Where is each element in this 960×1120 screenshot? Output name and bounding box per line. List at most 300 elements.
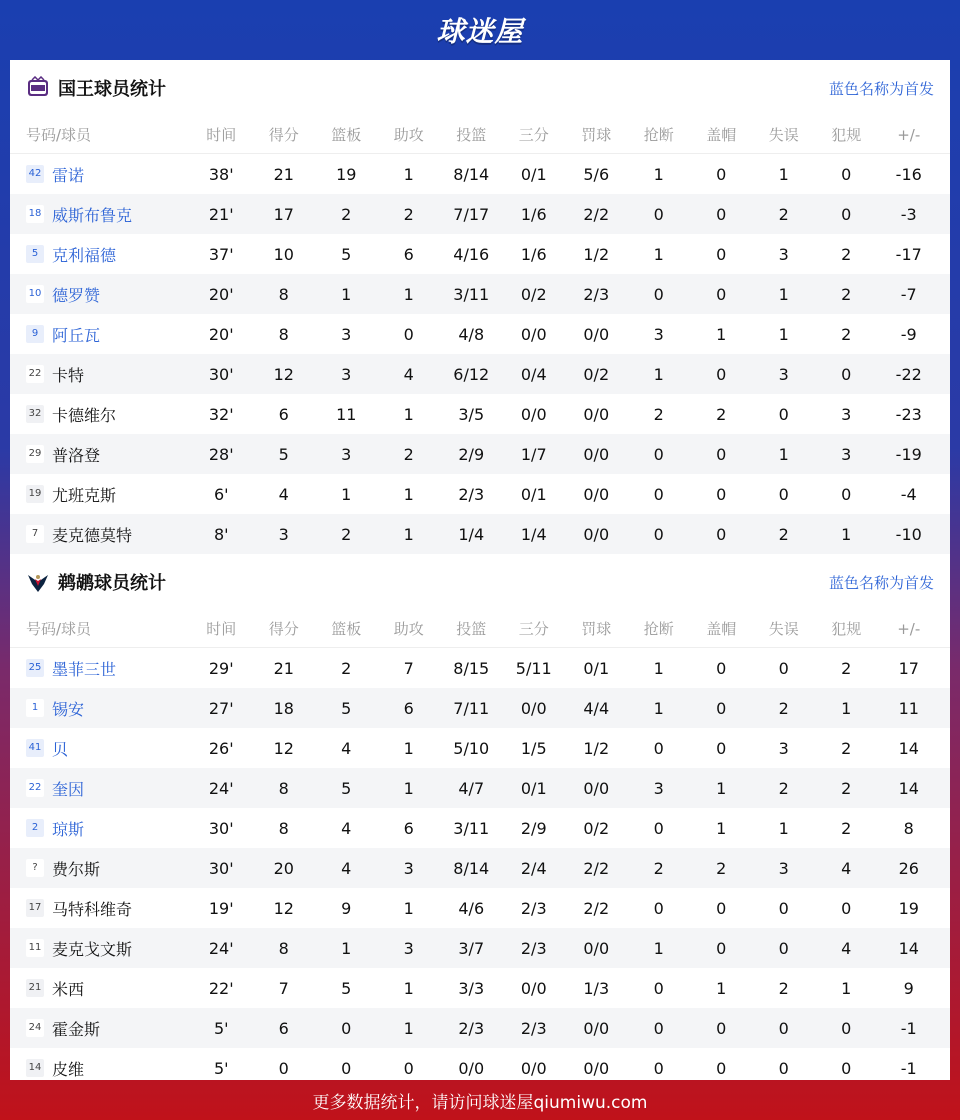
player-name[interactable]: 马特科维奇	[52, 899, 133, 919]
table-row[interactable]	[10, 1008, 950, 1048]
column-header[interactable]: 篮板	[331, 620, 362, 638]
stat-cell: 2	[841, 284, 852, 304]
stat-cell: 0	[716, 284, 727, 304]
stat-cell: 5	[341, 778, 352, 798]
stat-cell: 2	[341, 204, 352, 224]
stat-cell: 0/0	[520, 324, 547, 344]
stat-cell: 2/4	[520, 858, 547, 878]
player-name[interactable]: 尤班克斯	[52, 485, 117, 505]
stat-cell: 37'	[208, 244, 234, 264]
stat-cell: -1	[900, 1018, 917, 1038]
stat-cell: 1	[778, 324, 789, 344]
jersey-number: 42	[26, 165, 44, 183]
stat-cell: 19'	[208, 898, 234, 918]
player-name[interactable]: 麦克戈文斯	[52, 939, 133, 959]
stat-cell: 3/11	[453, 284, 490, 304]
player-name[interactable]: 阿丘瓦	[52, 325, 101, 345]
table-row[interactable]	[10, 768, 950, 808]
team-section-0	[10, 60, 950, 554]
table-row[interactable]	[10, 728, 950, 768]
stat-cell: 4/7	[458, 778, 485, 798]
stat-cell: 4	[278, 484, 289, 504]
stat-cell: 0	[716, 1058, 727, 1078]
player-name[interactable]: 琼斯	[52, 819, 85, 839]
column-header[interactable]: 三分	[518, 126, 549, 144]
stat-cell: 0	[716, 1018, 727, 1038]
jersey-number: 18	[26, 205, 44, 223]
player-name[interactable]: 米西	[52, 979, 85, 999]
table-row[interactable]	[10, 848, 950, 888]
stat-cell: 0/2	[583, 364, 610, 384]
player-name[interactable]: 普洛登	[52, 445, 101, 465]
stat-cell: 6	[403, 818, 414, 838]
section-title-wrap	[26, 75, 166, 101]
column-header[interactable]: 投篮	[456, 126, 487, 144]
stat-cell: 8	[278, 324, 289, 344]
stat-cell: -22	[895, 364, 922, 384]
column-header[interactable]: 盖帽	[706, 126, 737, 144]
player-cell	[10, 1017, 190, 1040]
stat-cell: 3	[778, 244, 789, 264]
stat-cell: 0	[841, 1018, 852, 1038]
table-row[interactable]	[10, 648, 950, 688]
table-row[interactable]	[10, 274, 950, 314]
stat-cell: 0	[841, 364, 852, 384]
column-header[interactable]: 得分	[268, 620, 299, 638]
stat-cell: 22'	[208, 978, 234, 998]
stat-cell: 8	[903, 818, 914, 838]
column-header[interactable]: 抢断	[643, 620, 674, 638]
stat-cell: 8	[278, 818, 289, 838]
stat-cell: 5/10	[453, 738, 490, 758]
stat-cell: 0	[716, 524, 727, 544]
stat-cell: 0	[716, 738, 727, 758]
stat-cell: 0	[653, 818, 664, 838]
stat-cell: 30'	[208, 364, 234, 384]
column-header[interactable]: 号码/球员	[26, 126, 92, 144]
jersey-number: 19	[26, 485, 44, 503]
stat-cell: 0/0	[583, 444, 610, 464]
stat-cell: 10	[273, 244, 294, 264]
table-row[interactable]	[10, 354, 950, 394]
jersey-number: 24	[26, 1019, 44, 1037]
stat-cell: 6	[403, 244, 414, 264]
stat-cell: 20'	[208, 284, 234, 304]
stat-cell: 6	[278, 1018, 289, 1038]
table-row[interactable]	[10, 968, 950, 1008]
stat-cell: 0	[653, 444, 664, 464]
stat-cell: 6	[278, 404, 289, 424]
stat-cell: 0	[716, 364, 727, 384]
stats-card	[10, 60, 950, 1080]
stat-cell: 0	[341, 1058, 352, 1078]
stat-cell: 1	[841, 978, 852, 998]
table-row[interactable]	[10, 688, 950, 728]
stat-cell: 38'	[208, 164, 234, 184]
column-header[interactable]: 犯规	[831, 620, 862, 638]
stat-cell: 1	[778, 164, 789, 184]
stat-cell: 0	[653, 524, 664, 544]
column-header[interactable]: 犯规	[831, 126, 862, 144]
player-name[interactable]: 麦克德莫特	[52, 525, 133, 545]
stat-cell: 2	[778, 698, 789, 718]
table-row[interactable]	[10, 154, 950, 194]
stat-cell: 32'	[208, 404, 234, 424]
table-header-row	[10, 116, 950, 154]
column-header[interactable]: 抢断	[643, 126, 674, 144]
section-header	[10, 60, 950, 116]
stat-cell: 14	[898, 738, 919, 758]
stat-cell: 2	[653, 404, 664, 424]
player-name[interactable]: 皮维	[52, 1059, 85, 1079]
stat-cell: 3	[403, 938, 414, 958]
column-header[interactable]: 助攻	[393, 620, 424, 638]
stat-cell: 1	[716, 818, 727, 838]
table-row[interactable]	[10, 928, 950, 968]
column-header[interactable]: 失误	[768, 620, 799, 638]
stat-cell: 0	[716, 204, 727, 224]
jersey-number: 29	[26, 445, 44, 463]
jersey-number: 9	[26, 325, 44, 343]
stat-cell: 7	[403, 658, 414, 678]
stat-cell: 0/0	[583, 524, 610, 544]
stat-cell: 2	[778, 524, 789, 544]
section-header	[10, 554, 950, 610]
stat-cell: 4	[341, 858, 352, 878]
stat-cell: 0/0	[583, 324, 610, 344]
stat-cell: 1	[653, 364, 664, 384]
stat-cell: 2/9	[520, 818, 547, 838]
stat-cell: 4	[841, 938, 852, 958]
player-name[interactable]: 卡特	[52, 365, 85, 385]
stat-cell: -19	[895, 444, 922, 464]
jersey-number: 5	[26, 245, 44, 263]
stat-cell: 0/0	[583, 484, 610, 504]
stat-cell: 0	[716, 484, 727, 504]
column-header[interactable]: 失误	[768, 126, 799, 144]
stat-cell: 3	[778, 364, 789, 384]
stat-cell: 8/14	[453, 858, 490, 878]
stat-cell: 3	[341, 444, 352, 464]
stat-cell: 1	[653, 658, 664, 678]
column-header[interactable]: 助攻	[393, 126, 424, 144]
stat-cell: 26'	[208, 738, 234, 758]
player-cell	[10, 203, 190, 226]
table-row[interactable]	[10, 808, 950, 848]
stat-cell: 0	[653, 978, 664, 998]
stat-cell: 2	[653, 858, 664, 878]
stat-cell: 1	[841, 524, 852, 544]
stat-cell: 1/3	[583, 978, 610, 998]
stat-cell: 2	[778, 978, 789, 998]
jersey-number: 10	[26, 285, 44, 303]
column-header[interactable]: 时间	[206, 620, 237, 638]
table-row[interactable]	[10, 888, 950, 928]
column-header[interactable]: 罚球	[581, 620, 612, 638]
player-name[interactable]: 卡德维尔	[52, 405, 117, 425]
column-header[interactable]: 三分	[518, 620, 549, 638]
stat-cell: 0/1	[583, 658, 610, 678]
stat-cell: 4/6	[458, 898, 485, 918]
player-name[interactable]: 雷诺	[52, 165, 85, 185]
stat-cell: -10	[895, 524, 922, 544]
stat-cell: 11	[336, 404, 357, 424]
stat-cell: 0	[653, 1058, 664, 1078]
stat-cell: 1/2	[583, 738, 610, 758]
stat-cell: 0/0	[520, 404, 547, 424]
table-row[interactable]	[10, 474, 950, 514]
stat-cell: 0	[841, 204, 852, 224]
stat-cell: 0	[778, 938, 789, 958]
player-cell	[10, 483, 190, 506]
stat-cell: 2	[841, 324, 852, 344]
stat-cell: 0	[653, 204, 664, 224]
player-cell	[10, 163, 190, 186]
stat-cell: 5'	[213, 1058, 229, 1078]
stat-cell: 3	[841, 404, 852, 424]
player-cell	[10, 1057, 190, 1080]
stat-cell: 7/17	[453, 204, 490, 224]
stat-cell: 0	[653, 1018, 664, 1038]
player-name[interactable]: 锡安	[52, 699, 85, 719]
jersey-number: 1	[26, 699, 44, 717]
section-title-wrap	[26, 569, 166, 595]
stat-cell: 27'	[208, 698, 234, 718]
stat-cell: 11	[898, 698, 919, 718]
stat-cell: 2/3	[458, 1018, 485, 1038]
stat-cell: 0	[716, 898, 727, 918]
stat-cell: 1	[653, 164, 664, 184]
column-header[interactable]: +/-	[897, 125, 921, 144]
player-cell	[10, 363, 190, 386]
table-row[interactable]	[10, 394, 950, 434]
player-cell	[10, 977, 190, 1000]
player-name[interactable]: 霍金斯	[52, 1019, 101, 1039]
stat-cell: 0/2	[583, 818, 610, 838]
stat-cell: 1	[403, 524, 414, 544]
stat-cell: 2	[841, 658, 852, 678]
player-cell	[10, 323, 190, 346]
stat-cell: 1	[716, 978, 727, 998]
stat-cell: 3/5	[458, 404, 485, 424]
stat-cell: 20	[273, 858, 294, 878]
stat-cell: 1	[403, 738, 414, 758]
stat-cell: 4/4	[583, 698, 610, 718]
stat-cell: 0	[841, 484, 852, 504]
jersey-number: 32	[26, 405, 44, 423]
stat-cell: 12	[273, 738, 294, 758]
player-cell	[10, 443, 190, 466]
stat-cell: 3	[778, 858, 789, 878]
stat-cell: 0	[716, 698, 727, 718]
site-logo[interactable]: 球迷屋	[436, 15, 524, 48]
stat-cell: 3	[778, 738, 789, 758]
stat-cell: 0/0	[583, 404, 610, 424]
stat-cell: 4	[341, 818, 352, 838]
stat-cell: 0/4	[520, 364, 547, 384]
jersey-number: 25	[26, 659, 44, 677]
stat-cell: 19	[898, 898, 919, 918]
stat-cell: 20'	[208, 324, 234, 344]
stat-cell: 5	[341, 698, 352, 718]
stat-cell: 2/3	[458, 484, 485, 504]
stat-cell: 7	[278, 978, 289, 998]
stat-cell: 0	[716, 164, 727, 184]
stat-cell: 2	[716, 404, 727, 424]
stat-cell: 4/8	[458, 324, 485, 344]
player-cell	[10, 243, 190, 266]
stat-cell: 24'	[208, 778, 234, 798]
stat-cell: 14	[898, 778, 919, 798]
stat-cell: 8	[278, 938, 289, 958]
jersey-number: 2	[26, 819, 44, 837]
stat-cell: 0	[778, 898, 789, 918]
player-cell	[10, 857, 190, 880]
stat-cell: 8'	[213, 524, 229, 544]
stat-cell: 5	[341, 244, 352, 264]
stat-cell: 2	[716, 858, 727, 878]
player-name[interactable]: 威斯布鲁克	[52, 205, 133, 225]
stat-cell: 8/14	[453, 164, 490, 184]
stat-cell: 1	[716, 778, 727, 798]
player-name[interactable]: 德罗赞	[52, 285, 101, 305]
table-row[interactable]	[10, 314, 950, 354]
stat-cell: 3/3	[458, 978, 485, 998]
stat-cell: -9	[900, 324, 917, 344]
stat-cell: 26	[898, 858, 919, 878]
player-cell	[10, 817, 190, 840]
stat-cell: 2	[841, 818, 852, 838]
stat-cell: 12	[273, 898, 294, 918]
stat-cell: 2/3	[520, 898, 547, 918]
stat-cell: 2/2	[583, 204, 610, 224]
stat-cell: 28'	[208, 444, 234, 464]
player-name[interactable]: 贝	[52, 739, 69, 759]
stat-cell: 2	[403, 204, 414, 224]
stat-cell: -1	[900, 1058, 917, 1078]
stat-cell: 12	[273, 364, 294, 384]
player-name[interactable]: 费尔斯	[52, 859, 101, 879]
stat-cell: 0	[653, 484, 664, 504]
player-name[interactable]: 克利福德	[52, 245, 117, 265]
stat-cell: 0	[778, 404, 789, 424]
table-row[interactable]	[10, 514, 950, 554]
stat-cell: 1	[341, 938, 352, 958]
player-cell	[10, 697, 190, 720]
stat-cell: 0/0	[583, 778, 610, 798]
table-row[interactable]	[10, 194, 950, 234]
table-row[interactable]	[10, 234, 950, 274]
stat-cell: 3/7	[458, 938, 485, 958]
column-header[interactable]: 篮板	[331, 126, 362, 144]
column-header[interactable]: +/-	[897, 619, 921, 638]
stat-cell: 21'	[208, 204, 234, 224]
stat-cell: 1	[403, 898, 414, 918]
column-header[interactable]: 投篮	[456, 620, 487, 638]
stat-cell: 1	[403, 484, 414, 504]
stat-cell: 30'	[208, 818, 234, 838]
stat-cell: 0/1	[520, 778, 547, 798]
stat-cell: 0/0	[583, 1018, 610, 1038]
stat-cell: 0	[778, 1058, 789, 1078]
player-name[interactable]: 墨菲三世	[52, 659, 117, 679]
stat-cell: 1	[653, 938, 664, 958]
column-header[interactable]: 时间	[206, 126, 237, 144]
stat-cell: 0	[278, 1058, 289, 1078]
stat-cell: 3/11	[453, 818, 490, 838]
stat-cell: -4	[900, 484, 917, 504]
stat-cell: 0	[403, 324, 414, 344]
column-header[interactable]: 盖帽	[706, 620, 737, 638]
stat-cell: 1	[653, 244, 664, 264]
stat-cell: 0	[403, 1058, 414, 1078]
stat-cell: 2	[841, 244, 852, 264]
stat-cell: 2	[778, 204, 789, 224]
stat-cell: 1/7	[520, 444, 547, 464]
column-header[interactable]: 得分	[268, 126, 299, 144]
stat-cell: 1	[716, 324, 727, 344]
stat-cell: 0	[778, 1018, 789, 1038]
jersey-number: 14	[26, 1059, 44, 1077]
table-row[interactable]	[10, 434, 950, 474]
player-cell	[10, 657, 190, 680]
stat-cell: 0	[841, 1058, 852, 1078]
stat-cell: 4/16	[453, 244, 490, 264]
footer-link[interactable]: 更多数据统计，请访问球迷屋qiumiwu.com	[312, 1092, 648, 1113]
table-header-row	[10, 610, 950, 648]
player-cell	[10, 937, 190, 960]
stat-cell: -7	[900, 284, 917, 304]
player-cell	[10, 777, 190, 800]
pelicans-logo-icon	[26, 570, 50, 594]
stat-cell: 1	[403, 1018, 414, 1038]
stat-cell: 0	[841, 164, 852, 184]
stat-cell: 21	[273, 164, 294, 184]
stat-cell: 5	[341, 978, 352, 998]
player-cell	[10, 403, 190, 426]
column-header[interactable]: 号码/球员	[26, 620, 92, 638]
stat-cell: 4	[841, 858, 852, 878]
player-cell	[10, 523, 190, 546]
stat-cell: 1	[653, 698, 664, 718]
stat-cell: 5'	[213, 1018, 229, 1038]
stat-cell: 2	[841, 738, 852, 758]
stat-cell: 1	[403, 164, 414, 184]
stat-cell: 29'	[208, 658, 234, 678]
stat-cell: 8	[278, 284, 289, 304]
stat-cell: 2	[841, 778, 852, 798]
stat-cell: 7/11	[453, 698, 490, 718]
stat-cell: 4	[403, 364, 414, 384]
stat-cell: 2/2	[583, 858, 610, 878]
stat-cell: 30'	[208, 858, 234, 878]
stat-cell: 24'	[208, 938, 234, 958]
stat-cell: 1	[403, 978, 414, 998]
stat-cell: 0/0	[520, 1058, 547, 1078]
stat-cell: 0/0	[520, 978, 547, 998]
stat-cell: 1	[403, 778, 414, 798]
stat-cell: 1	[341, 284, 352, 304]
stat-cell: 0/0	[520, 698, 547, 718]
stat-cell: 1	[403, 284, 414, 304]
stat-cell: 3	[841, 444, 852, 464]
stat-cell: 9	[903, 978, 914, 998]
column-header[interactable]: 罚球	[581, 126, 612, 144]
player-cell	[10, 737, 190, 760]
stat-cell: 1	[778, 444, 789, 464]
player-name[interactable]: 奎因	[52, 779, 85, 799]
site-header	[0, 0, 960, 60]
